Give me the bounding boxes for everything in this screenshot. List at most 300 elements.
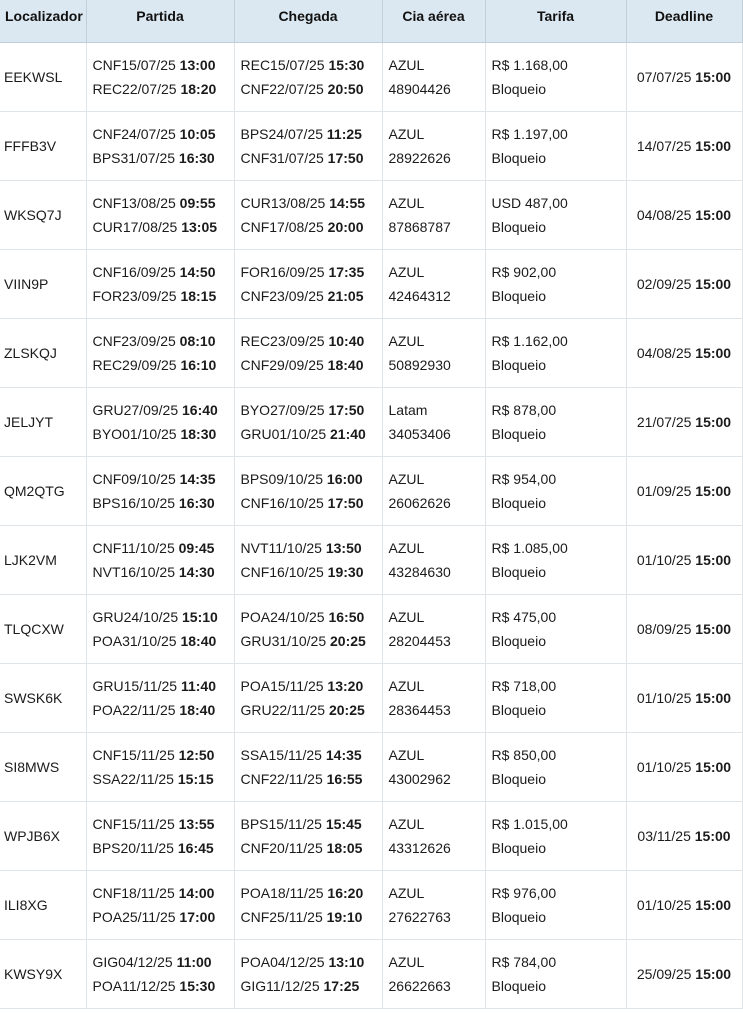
- chegada-leg: [241, 353, 382, 377]
- col-header-localizador[interactable]: Localizador: [0, 0, 86, 43]
- chegada-airport-date: BPS24/07/25: [240, 126, 327, 142]
- partida-leg: [93, 398, 234, 422]
- partida-time: 11:40: [180, 678, 217, 694]
- partida-airport-date: BPS31/07/25: [92, 150, 179, 166]
- cell-localizador[interactable]: [0, 733, 86, 802]
- table-row[interactable]: [0, 319, 742, 388]
- header-row: [0, 0, 742, 43]
- booking-code: 27622763: [388, 909, 451, 925]
- chegada-leg: [241, 53, 382, 77]
- cell-tarifa[interactable]: [485, 526, 626, 595]
- cell-partida[interactable]: [86, 457, 234, 526]
- partida-time: 14:00: [178, 885, 215, 901]
- chegada-time: 13:50: [325, 540, 362, 556]
- chegada-leg: [241, 491, 382, 515]
- table-row[interactable]: [0, 181, 742, 250]
- partida-leg: [93, 53, 234, 77]
- chegada-time: 14:35: [325, 747, 362, 763]
- chegada-time: 18:40: [327, 357, 364, 373]
- airline-name: AZUL: [388, 885, 425, 901]
- cell-partida[interactable]: [86, 595, 234, 664]
- partida-leg: [93, 905, 234, 929]
- cell-deadline[interactable]: [626, 388, 742, 457]
- partida-time: 15:10: [182, 609, 218, 625]
- chegada-airport-date: POA18/11/25: [240, 885, 328, 901]
- partida-time: 14:35: [179, 471, 216, 487]
- partida-airport-date: NVT16/10/25: [92, 564, 179, 580]
- airline-name: AZUL: [388, 195, 425, 211]
- booking-code: 28922626: [388, 150, 451, 166]
- partida-leg: [93, 191, 234, 215]
- deadline-time: 15:00: [695, 345, 732, 361]
- cell-cia-aerea[interactable]: [382, 388, 485, 457]
- cell-tarifa[interactable]: [485, 802, 626, 871]
- localizador-code: VIIN9P: [4, 276, 49, 292]
- cell-deadline[interactable]: [626, 871, 742, 940]
- partida-leg: [93, 950, 234, 974]
- chegada-time: 13:10: [328, 954, 365, 970]
- col-header-deadline[interactable]: Deadline: [626, 0, 742, 43]
- chegada-airport-date: POA04/12/25: [240, 954, 329, 970]
- partida-time: 13:00: [179, 57, 216, 73]
- cell-cia-aerea[interactable]: [382, 802, 485, 871]
- chegada-time: 21:40: [330, 426, 366, 442]
- cell-tarifa[interactable]: [485, 319, 626, 388]
- deadline-time: 15:00: [695, 759, 732, 775]
- booking-code: 26622663: [388, 978, 451, 994]
- cell-chegada[interactable]: [234, 595, 382, 664]
- chegada-leg: [241, 560, 382, 584]
- airline-name: AZUL: [388, 540, 425, 556]
- cell-tarifa[interactable]: [485, 250, 626, 319]
- fare-type: Bloqueio: [491, 150, 546, 166]
- cell-partida[interactable]: [86, 319, 234, 388]
- chegada-airport-date: BPS15/11/25: [240, 816, 326, 832]
- partida-leg: [93, 146, 234, 170]
- chegada-time: 19:30: [327, 564, 364, 580]
- partida-leg: [93, 215, 234, 239]
- partida-leg: [93, 698, 234, 722]
- cell-chegada[interactable]: [234, 526, 382, 595]
- table-row[interactable]: [0, 664, 742, 733]
- chegada-time: 17:35: [328, 264, 365, 280]
- cell-chegada[interactable]: [234, 733, 382, 802]
- deadline-date: 07/07/25: [636, 69, 696, 85]
- table-row[interactable]: [0, 940, 742, 1009]
- chegada-leg: [241, 260, 382, 284]
- partida-airport-date: CNF23/09/25: [92, 333, 180, 349]
- table-row[interactable]: [0, 595, 742, 664]
- airline-name: AZUL: [388, 57, 425, 73]
- chegada-time: 15:45: [325, 816, 362, 832]
- airline-name: Latam: [388, 402, 428, 418]
- cell-localizador[interactable]: [0, 43, 86, 112]
- chegada-airport-date: POA15/11/25: [240, 678, 328, 694]
- chegada-leg: [241, 191, 382, 215]
- cell-deadline[interactable]: [626, 319, 742, 388]
- cell-localizador[interactable]: [0, 664, 86, 733]
- fare-type: Bloqueio: [491, 219, 546, 235]
- deadline-time: 15:00: [695, 897, 732, 913]
- cell-partida[interactable]: [86, 871, 234, 940]
- partida-time: 09:55: [179, 195, 216, 211]
- partida-time: 18:40: [179, 702, 216, 718]
- cell-cia-aerea[interactable]: [382, 526, 485, 595]
- cell-localizador[interactable]: [0, 319, 86, 388]
- partida-leg: [93, 812, 234, 836]
- partida-time: 15:30: [179, 978, 216, 994]
- chegada-time: 11:25: [326, 126, 362, 142]
- table-row[interactable]: [0, 250, 742, 319]
- cell-chegada[interactable]: [234, 940, 382, 1009]
- chegada-time: 19:10: [326, 909, 363, 925]
- cell-tarifa[interactable]: [485, 940, 626, 1009]
- cell-cia-aerea[interactable]: [382, 250, 485, 319]
- chegada-airport-date: CNF17/08/25: [240, 219, 328, 235]
- partida-time: 13:05: [181, 219, 218, 235]
- booking-code: 34053406: [388, 426, 451, 442]
- localizador-code: JELJYT: [4, 414, 54, 430]
- cell-chegada[interactable]: [234, 181, 382, 250]
- booking-code: 28364453: [388, 702, 451, 718]
- localizador-code: FFFB3V: [4, 138, 57, 154]
- cell-localizador[interactable]: [0, 940, 86, 1009]
- partida-leg: [93, 743, 234, 767]
- cell-chegada[interactable]: [234, 319, 382, 388]
- cell-cia-aerea[interactable]: [382, 112, 485, 181]
- partida-leg: [93, 767, 234, 791]
- partida-leg: [93, 629, 234, 653]
- chegada-leg: [241, 767, 382, 791]
- cell-chegada[interactable]: [234, 43, 382, 112]
- partida-leg: [93, 560, 234, 584]
- partida-time: 08:10: [179, 333, 216, 349]
- partida-leg: [93, 353, 234, 377]
- table-row[interactable]: [0, 526, 742, 595]
- fare-type: Bloqueio: [491, 495, 546, 511]
- chegada-leg: [241, 122, 382, 146]
- fare-amount: R$ 784,00: [491, 954, 557, 970]
- partida-leg: [93, 536, 234, 560]
- chegada-airport-date: BYO27/09/25: [240, 402, 329, 418]
- chegada-leg: [241, 398, 382, 422]
- chegada-time: 20:50: [327, 81, 364, 97]
- fare-type: Bloqueio: [491, 909, 546, 925]
- cell-partida[interactable]: [86, 664, 234, 733]
- cell-localizador[interactable]: [0, 871, 86, 940]
- cell-chegada[interactable]: [234, 802, 382, 871]
- deadline-time: 15:00: [695, 966, 732, 982]
- table-row[interactable]: [0, 802, 742, 871]
- cell-deadline[interactable]: [626, 733, 742, 802]
- cell-partida[interactable]: [86, 388, 234, 457]
- cell-cia-aerea[interactable]: [382, 871, 485, 940]
- localizador-code: WPJB6X: [4, 828, 61, 844]
- partida-leg: [93, 422, 234, 446]
- table-body: [0, 43, 742, 1009]
- partida-airport-date: CUR17/08/25: [92, 219, 182, 235]
- cell-chegada[interactable]: [234, 112, 382, 181]
- partida-airport-date: GIG04/12/25: [92, 954, 177, 970]
- cell-cia-aerea[interactable]: [382, 595, 485, 664]
- partida-airport-date: CNF15/07/25: [92, 57, 180, 73]
- cell-localizador[interactable]: [0, 802, 86, 871]
- cell-partida[interactable]: [86, 733, 234, 802]
- chegada-leg: [241, 881, 382, 905]
- cell-cia-aerea[interactable]: [382, 457, 485, 526]
- table-row[interactable]: [0, 457, 742, 526]
- fare-type: Bloqueio: [491, 771, 546, 787]
- cell-cia-aerea[interactable]: [382, 181, 485, 250]
- fare-amount: R$ 1.168,00: [491, 57, 568, 73]
- col-header-cia-aerea[interactable]: Cia aérea: [382, 0, 485, 43]
- chegada-airport-date: CNF23/09/25: [240, 288, 328, 304]
- deadline-date: 03/11/25: [637, 828, 695, 844]
- partida-airport-date: FOR23/09/25: [92, 288, 181, 304]
- cell-localizador[interactable]: [0, 595, 86, 664]
- chegada-leg: [241, 950, 382, 974]
- partida-leg: [93, 77, 234, 101]
- airline-name: AZUL: [388, 333, 425, 349]
- booking-code: 28204453: [388, 633, 451, 649]
- cell-tarifa[interactable]: [485, 664, 626, 733]
- cell-localizador[interactable]: [0, 250, 86, 319]
- partida-time: 18:20: [180, 81, 217, 97]
- table-row[interactable]: [0, 43, 742, 112]
- partida-time: 14:50: [179, 264, 216, 280]
- airline-name: AZUL: [388, 816, 425, 832]
- col-header-tarifa[interactable]: Tarifa: [485, 0, 626, 43]
- fare-type: Bloqueio: [491, 81, 546, 97]
- chegada-airport-date: GRU22/11/25: [240, 702, 329, 718]
- airline-name: AZUL: [388, 264, 425, 280]
- partida-airport-date: CNF13/08/25: [92, 195, 180, 211]
- cell-cia-aerea[interactable]: [382, 319, 485, 388]
- chegada-airport-date: BPS09/10/25: [240, 471, 327, 487]
- chegada-time: 10:40: [328, 333, 365, 349]
- partida-airport-date: GRU15/11/25: [92, 678, 181, 694]
- deadline-time: 15:00: [695, 483, 732, 499]
- localizador-code: ZLSKQJ: [4, 345, 57, 361]
- deadline-date: 08/09/25: [636, 621, 696, 637]
- fare-amount: R$ 1.162,00: [491, 333, 568, 349]
- chegada-leg: [241, 329, 382, 353]
- deadline-date: 04/08/25: [636, 207, 696, 223]
- deadline-time: 15:00: [695, 414, 732, 430]
- chegada-airport-date: CNF25/11/25: [240, 909, 327, 925]
- cell-deadline[interactable]: [626, 43, 742, 112]
- chegada-airport-date: CNF16/10/25: [240, 495, 328, 511]
- cell-tarifa[interactable]: [485, 457, 626, 526]
- cell-chegada[interactable]: [234, 250, 382, 319]
- partida-leg: [93, 122, 234, 146]
- cell-chegada[interactable]: [234, 388, 382, 457]
- chegada-time: 13:20: [327, 678, 364, 694]
- cell-deadline[interactable]: [626, 526, 742, 595]
- airline-name: AZUL: [388, 609, 425, 625]
- chegada-time: 16:50: [328, 609, 365, 625]
- cell-deadline[interactable]: [626, 457, 742, 526]
- chegada-time: 16:00: [326, 471, 363, 487]
- partida-airport-date: BPS20/11/25: [92, 840, 178, 856]
- partida-leg: [93, 605, 234, 629]
- cell-localizador[interactable]: [0, 112, 86, 181]
- cell-localizador[interactable]: [0, 526, 86, 595]
- cell-localizador[interactable]: [0, 388, 86, 457]
- cell-deadline[interactable]: [626, 595, 742, 664]
- deadline-date: 01/10/25: [636, 690, 696, 706]
- booking-code: 42464312: [388, 288, 451, 304]
- booking-code: 43284630: [388, 564, 451, 580]
- deadline-date: 01/09/25: [636, 483, 696, 499]
- deadline-date: 01/10/25: [636, 897, 696, 913]
- chegada-airport-date: CNF29/09/25: [240, 357, 328, 373]
- cell-tarifa[interactable]: [485, 43, 626, 112]
- fare-type: Bloqueio: [491, 426, 546, 442]
- cell-partida[interactable]: [86, 526, 234, 595]
- partida-airport-date: CNF15/11/25: [92, 747, 179, 763]
- chegada-airport-date: REC15/07/25: [240, 57, 329, 73]
- partida-time: 09:45: [178, 540, 215, 556]
- fare-type: Bloqueio: [491, 702, 546, 718]
- chegada-airport-date: GRU01/10/25: [240, 426, 330, 442]
- partida-time: 10:05: [179, 126, 216, 142]
- cell-cia-aerea[interactable]: [382, 664, 485, 733]
- chegada-airport-date: CNF31/07/25: [240, 150, 328, 166]
- partida-airport-date: POA22/11/25: [92, 702, 180, 718]
- table-row[interactable]: [0, 112, 742, 181]
- partida-time: 13:55: [178, 816, 215, 832]
- fare-amount: R$ 976,00: [491, 885, 557, 901]
- partida-airport-date: SSA22/11/25: [92, 771, 178, 787]
- cell-partida[interactable]: [86, 940, 234, 1009]
- cell-partida[interactable]: [86, 112, 234, 181]
- partida-airport-date: CNF18/11/25: [92, 885, 179, 901]
- chegada-leg: [241, 77, 382, 101]
- cell-localizador[interactable]: [0, 457, 86, 526]
- deadline-time: 15:00: [694, 828, 731, 844]
- cell-tarifa[interactable]: [485, 181, 626, 250]
- partida-leg: [93, 674, 234, 698]
- deadline-date: 01/10/25: [636, 552, 696, 568]
- cell-partida[interactable]: [86, 181, 234, 250]
- chegada-time: 16:55: [326, 771, 363, 787]
- partida-leg: [93, 329, 234, 353]
- cell-partida[interactable]: [86, 250, 234, 319]
- fare-type: Bloqueio: [491, 288, 546, 304]
- cell-cia-aerea[interactable]: [382, 43, 485, 112]
- chegada-airport-date: CNF22/07/25: [240, 81, 328, 97]
- chegada-airport-date: NVT11/10/25: [240, 540, 326, 556]
- booking-code: 87868787: [388, 219, 451, 235]
- localizador-code: LJK2VM: [4, 552, 57, 568]
- cell-chegada[interactable]: [234, 871, 382, 940]
- col-header-partida[interactable]: Partida: [86, 0, 234, 43]
- partida-airport-date: CNF24/07/25: [92, 126, 180, 142]
- cell-tarifa[interactable]: [485, 733, 626, 802]
- deadline-date: 01/10/25: [636, 759, 696, 775]
- partida-time: 11:00: [176, 954, 212, 970]
- cell-tarifa[interactable]: [485, 595, 626, 664]
- partida-airport-date: CNF16/09/25: [92, 264, 180, 280]
- cell-deadline[interactable]: [626, 181, 742, 250]
- chegada-leg: [241, 812, 382, 836]
- cell-deadline[interactable]: [626, 112, 742, 181]
- cell-tarifa[interactable]: [485, 112, 626, 181]
- cell-cia-aerea[interactable]: [382, 940, 485, 1009]
- cell-partida[interactable]: [86, 43, 234, 112]
- deadline-date: 04/08/25: [636, 345, 696, 361]
- partida-airport-date: POA31/10/25: [92, 633, 181, 649]
- deadline-time: 15:00: [695, 276, 732, 292]
- cell-tarifa[interactable]: [485, 871, 626, 940]
- deadline-time: 15:00: [695, 207, 732, 223]
- booking-code: 26062626: [388, 495, 451, 511]
- cell-localizador[interactable]: [0, 181, 86, 250]
- partida-airport-date: BPS16/10/25: [92, 495, 179, 511]
- cell-deadline[interactable]: [626, 940, 742, 1009]
- table-row[interactable]: [0, 733, 742, 802]
- partida-leg: [93, 881, 234, 905]
- chegada-time: 20:25: [328, 702, 365, 718]
- chegada-leg: [241, 467, 382, 491]
- table-row[interactable]: [0, 388, 742, 457]
- partida-time: 18:15: [180, 288, 217, 304]
- partida-time: 17:00: [179, 909, 216, 925]
- chegada-time: 20:00: [327, 219, 364, 235]
- chegada-time: 21:05: [327, 288, 364, 304]
- cell-chegada[interactable]: [234, 664, 382, 733]
- chegada-airport-date: CNF20/11/25: [240, 840, 327, 856]
- airline-name: AZUL: [388, 747, 425, 763]
- fare-type: Bloqueio: [491, 978, 546, 994]
- deadline-time: 15:00: [695, 138, 732, 154]
- partida-time: 16:40: [182, 402, 218, 418]
- col-header-chegada[interactable]: Chegada: [234, 0, 382, 43]
- chegada-airport-date: SSA15/11/25: [240, 747, 326, 763]
- cell-deadline[interactable]: [626, 250, 742, 319]
- chegada-time: 17:50: [328, 402, 365, 418]
- fare-amount: R$ 1.197,00: [491, 126, 568, 142]
- cell-chegada[interactable]: [234, 457, 382, 526]
- chegada-airport-date: FOR16/09/25: [240, 264, 329, 280]
- chegada-airport-date: REC23/09/25: [240, 333, 329, 349]
- chegada-airport-date: CUR13/08/25: [240, 195, 330, 211]
- cell-cia-aerea[interactable]: [382, 733, 485, 802]
- chegada-leg: [241, 905, 382, 929]
- fare-amount: R$ 878,00: [491, 402, 557, 418]
- airline-name: AZUL: [388, 678, 425, 694]
- booking-code: 48904426: [388, 81, 451, 97]
- fare-amount: R$ 718,00: [491, 678, 557, 694]
- table-row[interactable]: [0, 871, 742, 940]
- partida-airport-date: REC22/07/25: [92, 81, 181, 97]
- partida-time: 18:40: [180, 633, 217, 649]
- fare-amount: R$ 902,00: [491, 264, 557, 280]
- fare-amount: R$ 1.085,00: [491, 540, 568, 556]
- cell-deadline[interactable]: [626, 664, 742, 733]
- deadline-time: 15:00: [695, 621, 732, 637]
- fare-amount: R$ 954,00: [491, 471, 557, 487]
- cell-deadline[interactable]: [626, 802, 742, 871]
- deadline-date: 14/07/25: [636, 138, 696, 154]
- partida-leg: [93, 491, 234, 515]
- cell-tarifa[interactable]: [485, 388, 626, 457]
- cell-partida[interactable]: [86, 802, 234, 871]
- chegada-leg: [241, 974, 382, 998]
- partida-airport-date: POA11/12/25: [92, 978, 180, 994]
- partida-time: 18:30: [180, 426, 217, 442]
